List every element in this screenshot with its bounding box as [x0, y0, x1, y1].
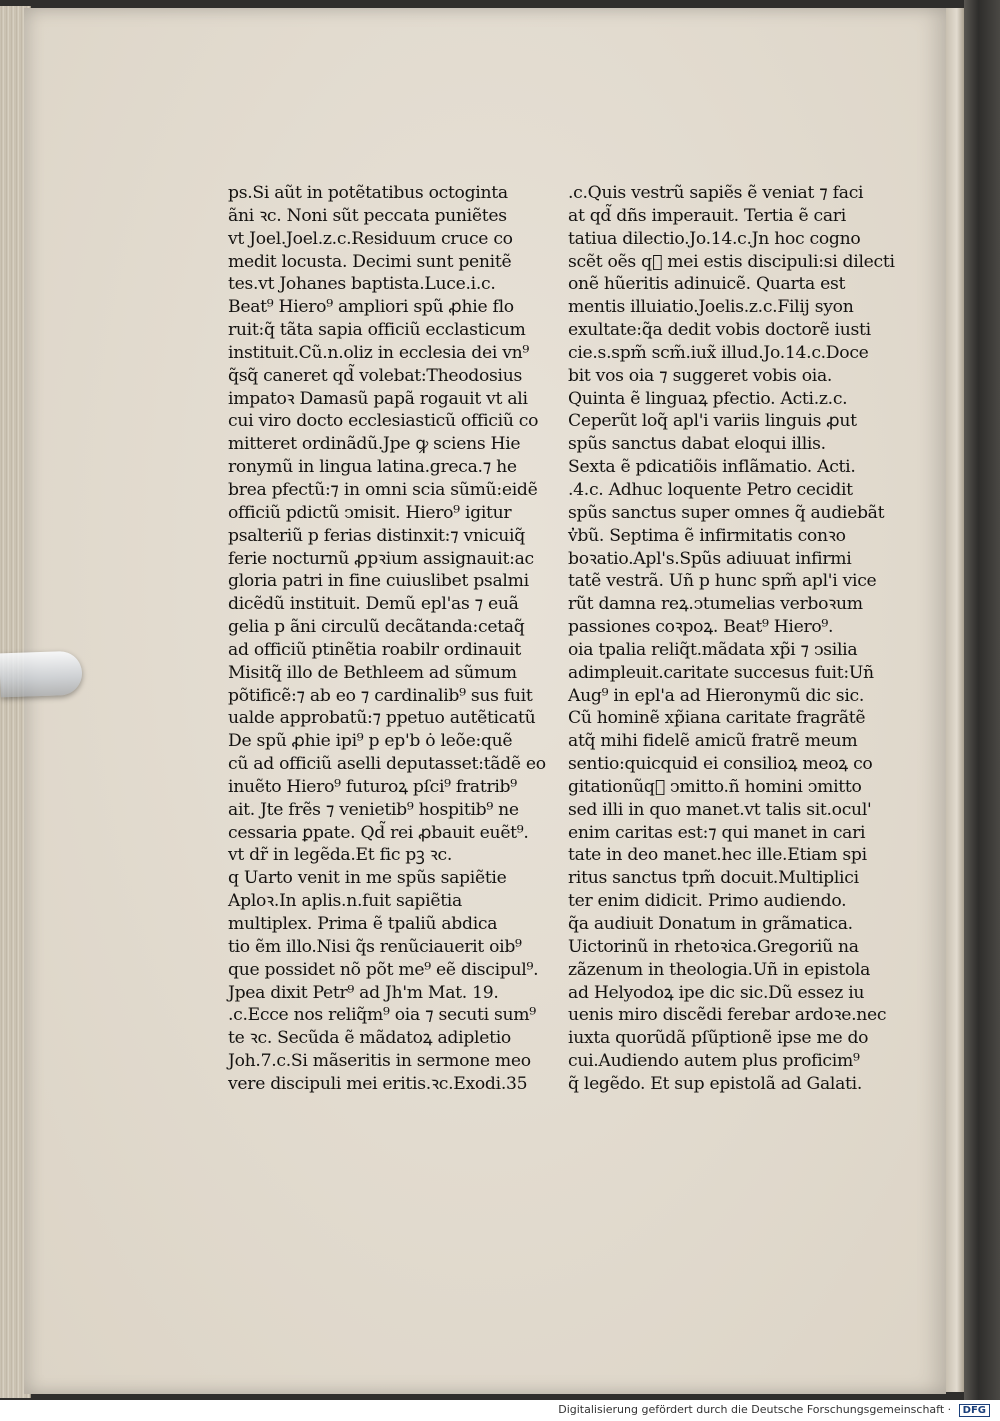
page-clip [0, 651, 83, 698]
dfg-logo: DFG [959, 1404, 990, 1417]
text-line: Joh.7.c.Si mãseritis in sermone meo [228, 1051, 531, 1072]
text-line: brea pfectũ:⁊ in omni scia sũmũ:eidẽ [228, 479, 538, 500]
text-line: medit locusta. Decimi sunt penitẽ [228, 251, 512, 272]
text-line: Jpea dixit Petr⁹ ad Jh'm Mat. 19. [228, 982, 499, 1003]
text-line: tate in deo manet.hec ille.Etiam spi [568, 845, 867, 866]
text-line: spũs sanctus super omnes q̃ audiebãt [568, 502, 885, 523]
book-cover-edge [964, 0, 1000, 1400]
text-line: .c.Quis vestrũ sapiẽs ẽ veniat ⁊ faci [568, 183, 864, 203]
text-line: vt dr̃ in legẽda.Et fic pꝫ ꝛc. [228, 845, 452, 866]
text-line: te ꝛc. Secũda ẽ mãdatoꝝ adipletio [228, 1028, 511, 1049]
text-line: Sexta ẽ pdicatiõis inflãmatio. Acti. [568, 457, 856, 478]
text-line: enim caritas est:⁊ qui manet in cari [568, 822, 866, 843]
text-line: tes.vt Johanes baptista.Luce.i.c. [228, 274, 496, 295]
text-line: cessaria ꝑpate. Qd̃ rei ꝓbauit euẽt⁹. [228, 822, 529, 843]
text-line: vere discipuli mei eritis.ꝛc.Exodi.35 [228, 1073, 528, 1094]
text-line: .4.c. Adhuc loquente Petro cecidit [568, 479, 853, 500]
text-line: dicẽdũ instituit. Demũ epl'as ⁊ euã [228, 594, 519, 615]
text-line: põtificẽ:⁊ ab eo ⁊ cardinalib⁹ sus fuit [228, 685, 533, 706]
text-line: uenis miro discẽdi ferebar ardoꝛe.nec [568, 1005, 887, 1026]
text-line: ter enim didicit. Primo audiendo. [568, 891, 847, 912]
text-line: at qd̃ dñs imperauit. Tertia ẽ cari [568, 205, 846, 226]
text-line: De spũ ꝓhie ipi⁹ p ep'b ȯ leõe:quẽ [228, 731, 513, 752]
text-line: ps.Si aũt in potẽtatibus octoginta [228, 183, 508, 203]
text-line: q̃sq̃ caneret qd̃ volebat:Theodosius [228, 365, 523, 386]
text-line: ualde approbatũ:⁊ ppetuo autẽticatũ [228, 708, 536, 729]
text-line: gloria patri in fine cuiuslibet psalmi [228, 571, 529, 592]
text-line: cũ ad officiũ aselli deputasset:tãdẽ eo [228, 754, 546, 775]
text-line: passiones coꝛpoꝝ. Beat⁹ Hiero⁹. [568, 617, 834, 638]
funding-note [558, 1403, 990, 1417]
text-line: oia tpalia reliq̃t.mãdata xp̃i ⁊ ↄsilia [568, 639, 858, 660]
text-line: Aploꝛ.In aplis.n.fuit sapiẽtia [228, 891, 462, 912]
text-column-left [228, 182, 556, 1096]
text-line: instituit.Cũ.n.oliz in ecclesia dei vn⁹ [228, 342, 529, 363]
text-line: ruit:q̃ tãta sapia officiũ ecclasticum [228, 320, 526, 341]
text-line: onẽ hũeritis adinuicẽ. Quarta est [568, 274, 846, 295]
text-line: cui viro docto ecclesiasticũ officiũ co [228, 411, 539, 432]
text-line: Aug⁹ in epl'a ad Hieronymũ dic sic. [568, 685, 865, 706]
text-line: Beat⁹ Hiero⁹ ampliori spũ ꝓhie flo [228, 297, 514, 318]
footer-bar [0, 1400, 1000, 1421]
text-line: ronymũ in lingua latina.greca.⁊ he [228, 457, 517, 478]
text-line: ãni ꝛc. Noni sũt peccata puniẽtes [228, 205, 507, 226]
text-line: Quinta ẽ linguaꝝ pfectio. Acti.z.c. [568, 388, 848, 409]
text-line: scẽt oẽs q᷑ mei estis discipuli:si dilecti [568, 251, 895, 272]
text-line: ferie nocturnũ ꝓpꝛium assignauit:ac [228, 548, 534, 569]
text-line: impatoꝛ Damasũ papã rogauit vt ali [228, 388, 528, 409]
text-line: zãzenum in theologia.Uñ in epistola [568, 959, 871, 980]
text-line: gelia p ãni circulũ decãtanda:cetaq̃ [228, 617, 525, 638]
text-line: cie.s.spm̃ scm̃.iux̃ illud.Jo.14.c.Doce [568, 342, 869, 363]
text-line: exultate:q̃a dedit vobis doctorẽ iusti [568, 320, 871, 341]
page-edge-right [946, 8, 964, 1392]
text-line: sed illi in quo manet.vt talis sit.ocul' [568, 799, 872, 820]
text-line: rũt damna reꝝ.ↄtumelias verboꝛum [568, 594, 863, 615]
text-line: spũs sanctus dabat eloqui illis. [568, 434, 826, 455]
text-line: tatiua dilectio.Jo.14.c.Jn hoc cogno [568, 228, 861, 249]
funding-text: Digitalisierung gefördert durch die Deutsche Forschungsgemeinschaft · [558, 1403, 952, 1416]
text-line: mitteret ordinãdũ.Jpe ꝙ sciens Hie [228, 434, 521, 455]
text-line: boꝛatio.Apl's.Spũs adiuuat infirmi [568, 548, 852, 569]
text-line: officiũ pdictũ ↄmisit. Hiero⁹ igitur [228, 502, 512, 523]
text-line: psalteriũ p ferias distinxit:⁊ vnicuiq̃ [228, 525, 525, 546]
text-line: multiplex. Prima ẽ tpaliũ abdica [228, 914, 498, 934]
text-line: tatẽ vestrã. Uñ p hunc spm̃ apl'i vice [568, 571, 877, 592]
text-line: gitationũq᷑ ↄmitto.ñ homini ↄmitto [568, 776, 862, 797]
text-line: Cũ hominẽ xp̃iana caritate fragrãtẽ [568, 708, 866, 729]
text-column-right [568, 182, 895, 1096]
text-line: inuẽto Hiero⁹ futuroꝝ pſci⁹ fratrib⁹ [228, 776, 517, 797]
text-line: cui.Audiendo autem plus proficim⁹ [568, 1051, 860, 1072]
text-line: que possidet nõ põt me⁹ eẽ discipul⁹. [228, 959, 539, 980]
text-line: sentio:quicquid ei consilioꝝ meoꝝ co [568, 754, 873, 775]
text-line: ritus sanctus tpm̃ docuit.Multiplici [568, 868, 859, 889]
text-line: .c.Ecce nos reliq̃m⁹ oia ⁊ secuti sum⁹ [228, 1005, 536, 1026]
text-line: q̃a audiuit Donatum in grãmatica. [568, 914, 853, 934]
text-line: tio ẽm illo.Nisi q̃s renũciauerit oib⁹ [228, 936, 522, 957]
text-line: Misitq̃ illo de Bethleem ad sũmum [228, 662, 517, 683]
text-line: q̃ legẽdo. Et sup epistolã ad Galati. [568, 1073, 863, 1094]
text-line: ait. Jte frẽs ⁊ venietib⁹ hospitib⁹ ne [228, 799, 519, 820]
text-line: adimpleuit.caritate succesus fuit:Uñ [568, 662, 874, 683]
text-line: Uictorinũ in rhetoꝛica.Gregoriũ na [568, 936, 859, 957]
text-line: q Uarto venit in me spũs sapiẽtie [228, 868, 507, 889]
text-line: atq̃ mihi fidelẽ amicũ fratrẽ meum [568, 731, 858, 752]
text-line: mentis illuiatio.Joelis.z.c.Filij syon [568, 297, 854, 318]
text-line: v̓bũ. Septima ẽ infirmitatis conꝛo [568, 525, 846, 546]
text-line: ad officiũ ptinẽtia roabilr ordinauit [228, 639, 521, 660]
text-line: iuxta quorũdã pſũptionẽ ipse me do [568, 1028, 869, 1049]
text-line: vt Joel.Joel.z.c.Residuum cruce co [228, 228, 513, 249]
text-line: Ceperũt loq̃ apl'i variis linguis ꝓut [568, 411, 857, 432]
text-line: ad Helyodoꝝ ipe dic sic.Dũ essez iu [568, 982, 865, 1003]
text-line: bit vos oia ⁊ suggeret vobis oia. [568, 365, 833, 386]
